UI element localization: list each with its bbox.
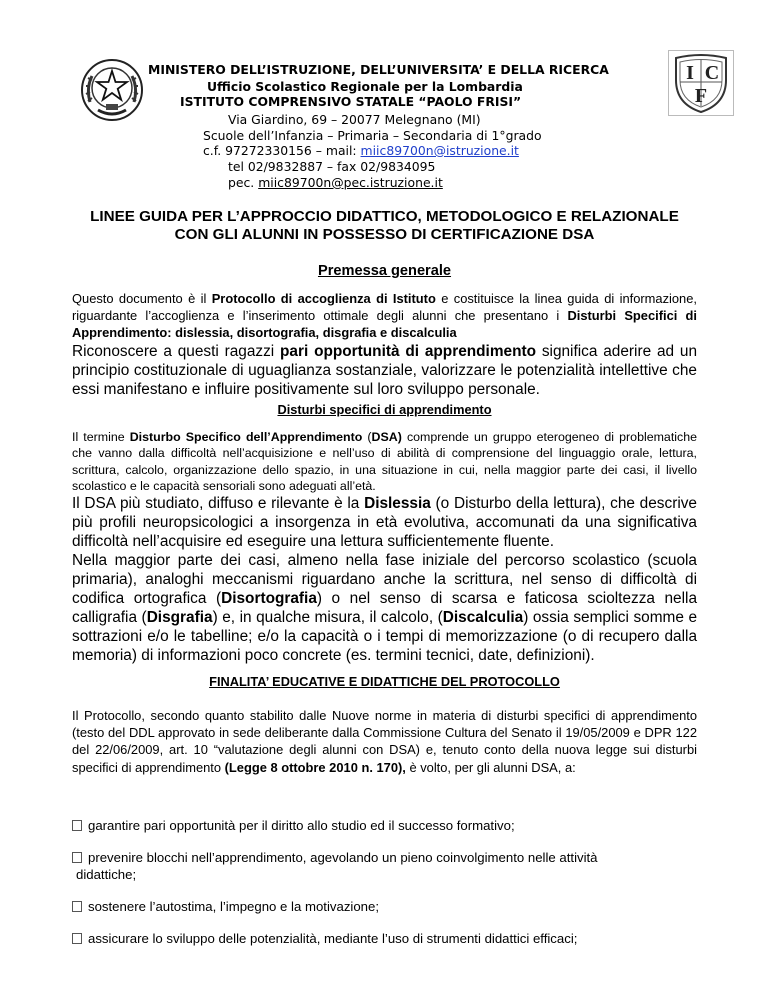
finalita-paragraph-1: Il Protocollo, secondo quanto stabilito dalle Nuove norme in materia di disturbi specifici di apprendimento (testo del DDL approvato in sede deliberante dalla Commissione Cultura del Senato il 19/05/2009 e DPR 122 del 22/06/2009, art. 10 “valutazione degli alunni con DSA) e, tenuto conto della nuova legge sui disturbi specifici di apprendimento (Legge 8 ottobre 2010 n. 170), è volto, per gli alunni DSA, a:	[72, 708, 697, 775]
list-item: sostenere l’autostima, l’impegno e la motivazione;	[72, 898, 697, 915]
disturbi-paragraph-2: Il DSA più studiato, diffuso e rilevante è la Dislessia (o Disturbo della lettura), che descrive più profili neuropsicologici a insorgenza in età evolutiva, accomunati da una significativa difficoltà nell’acquisire ed eseguire una lettura sufficientemente fluente.	[72, 495, 697, 551]
checkbox-square-icon	[72, 901, 82, 912]
school-name: ISTITUTO COMPRENSIVO STATALE “PAOLO FRISI”	[180, 94, 522, 109]
premessa-paragraph-2: Riconoscere a questi ragazzi pari opportunità di apprendimento significa aderire ad un principio costituzionale di uguaglianza sostanziale, valorizzare le potenzialità intellettive che essi manifestano e influire positivamente sul loro sviluppo personale.	[72, 342, 697, 398]
pec-prefix: pec.	[228, 175, 259, 190]
premessa-heading: Premessa generale	[317, 263, 452, 279]
logo-letter-c: C	[704, 62, 720, 84]
pec-line	[228, 175, 443, 190]
list-item: prevenire blocchi nell’apprendimento, agevolando un pieno coinvolgimento nelle attività didattiche;	[72, 849, 697, 883]
phone-fax: tel 02/9832887 – fax 02/9834095	[228, 159, 436, 174]
disturbi-section	[72, 429, 697, 665]
italian-republic-emblem-icon	[80, 58, 144, 122]
checkbox-square-icon	[72, 852, 82, 863]
checkbox-square-icon	[72, 820, 82, 831]
premessa-paragraph-1: Questo documento è il Protocollo di accoglienza di Istituto e costituisce la linea guida di informazione, riguardante l’accoglienza e l’inserimento ottimale degli alunni che presentano i Disturbi Specifici di Apprendimento: dislessia, disortografia, disgrafia e discalculia	[72, 291, 697, 341]
disturbi-paragraph-1: Il termine Disturbo Specifico dell’Apprendimento (DSA) comprende un gruppo eterogeneo di problematiche che vanno dalla difficoltà nell’acquisizione e nell’uso di abilità di comprensione del linguaggio orale, lettura, scrittura, calcolo, organizzazione dello spazio, in una situazione in cui, nella maggior parte dei casi, il livello scolastico e le capacità sensoriali sono adeguati all’età.	[72, 430, 697, 493]
finalita-heading: FINALITA’ EDUCATIVE E DIDATTICHE DEL PROTOCOLLO	[209, 674, 560, 689]
document-title	[72, 208, 697, 244]
email-link[interactable]: miic89700n@istruzione.it	[360, 143, 519, 158]
school-icf-logo	[668, 50, 734, 116]
logo-letter-f: F	[694, 85, 708, 107]
pec-address[interactable]: miic89700n@pec.istruzione.it	[258, 175, 443, 190]
disturbi-paragraph-3: Nella maggior parte dei casi, almeno nella fase iniziale del percorso scolastico (scuola primaria), analoghi meccanismi riguardano anche la scrittura, nel senso di difficoltà di codifica ortografica (Disortografia) o nel senso di scarsa e faticosa scioltezza nella calligrafia (Disgrafia) e, in qualche misura, il calcolo, (Discalculia) ossia semplici somme e sottrazioni e/o le tabelline; e/o la capacità o i tempi di memorizzazione (o di recupero dalla memoria) di informazioni poco concrete (es. termini tecnici, date, definizioni).	[72, 552, 698, 665]
finalita-bullet-list	[72, 817, 697, 962]
document-title-line-1: LINEE GUIDA PER L’APPROCCIO DIDATTICO, METODOLOGICO E RELAZIONALE	[90, 208, 679, 225]
ministry-name: MINISTERO DELL’ISTRUZIONE, DELL’UNIVERSITA’ E DELLA RICERCA	[148, 62, 609, 77]
finalita-section	[72, 707, 697, 776]
list-item: assicurare lo sviluppo delle potenzialità, mediante l’uso di strumenti didattici efficaci;	[72, 930, 697, 947]
premessa-section	[72, 290, 697, 399]
checkbox-square-icon	[72, 933, 82, 944]
regional-office: Ufficio Scolastico Regionale per la Lombardia	[207, 79, 523, 94]
document-title-line-2: CON GLI ALUNNI IN POSSESSO DI CERTIFICAZIONE DSA	[174, 226, 595, 243]
fiscal-code-line	[203, 143, 519, 158]
logo-letter-i: I	[686, 62, 694, 84]
fiscal-code: c.f. 97272330156 – mail:	[203, 143, 361, 158]
list-item: garantire pari opportunità per il diritto allo studio ed il successo formativo;	[72, 817, 697, 834]
disturbi-heading: Disturbi specifici di apprendimento	[277, 402, 492, 417]
school-levels: Scuole dell’Infanzia – Primaria – Secondaria di 1°grado	[203, 128, 542, 143]
school-address: Via Giardino, 69 – 20077 Melegnano (MI)	[228, 112, 481, 127]
